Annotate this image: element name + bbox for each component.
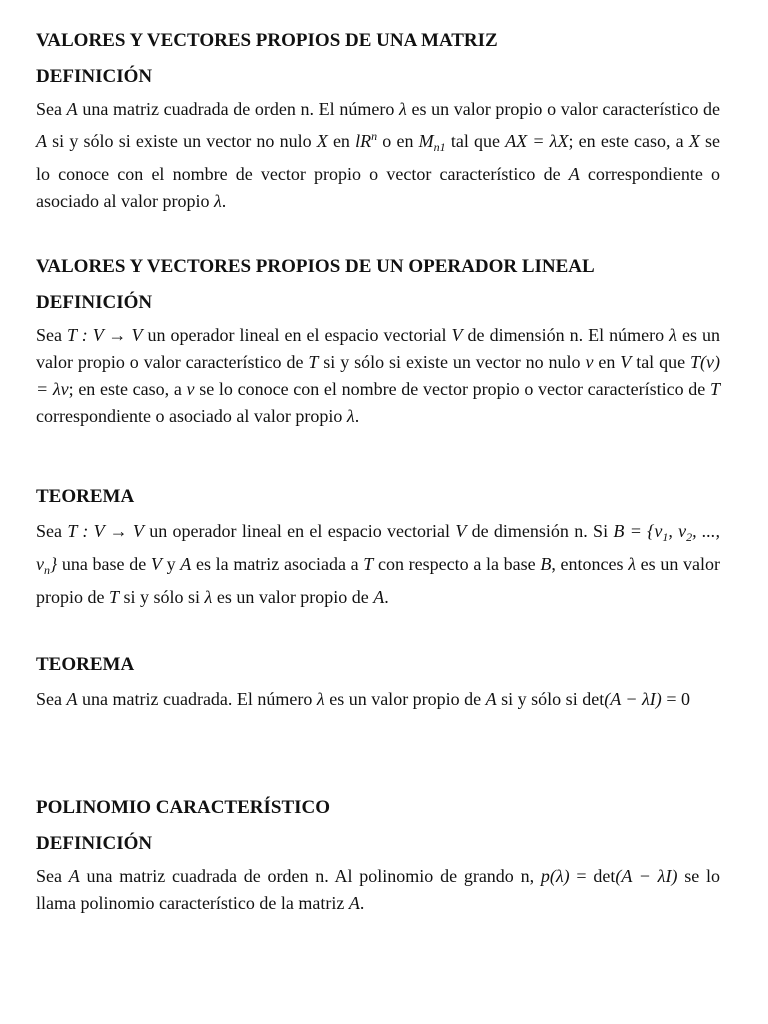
text-run: es un valor propio de <box>324 689 486 709</box>
text-run: con respecto a la base <box>373 554 541 574</box>
math-expression: v <box>186 379 195 399</box>
math-expression: A <box>180 554 192 574</box>
text-run: correspondiente o asociado al valor propio <box>36 164 720 211</box>
text-run: = det <box>569 866 616 886</box>
math-expression: T : V → V <box>67 521 144 541</box>
text-run: . <box>384 587 389 607</box>
text-run: det <box>582 689 605 709</box>
math-expression: B = {v <box>613 521 663 541</box>
math-expression: V <box>150 554 162 574</box>
text-run: de dimensión n. El número <box>462 325 670 345</box>
text-run: un operador lineal en el espacio vectorial <box>142 325 452 345</box>
text-run: = 0 <box>661 689 690 709</box>
text-run: correspondiente o asociado al valor propio <box>36 406 347 426</box>
definition-paragraph <box>36 863 720 917</box>
math-expression: T(v) = λv <box>36 352 720 399</box>
text-run: es la matriz asociada a <box>191 554 364 574</box>
text-run: una matriz cuadrada. El número <box>77 689 317 709</box>
math-expression: λ <box>669 325 677 345</box>
section-theorem-2 <box>36 652 720 713</box>
text-run: es un valor propio de <box>36 554 721 607</box>
definition-paragraph <box>36 96 720 215</box>
section-eigen-operator <box>36 254 720 430</box>
text-run: se lo conoce con el nombre de vector propio o vector característico de <box>36 131 721 184</box>
math-subscript: n1 <box>433 140 446 154</box>
text-run: tal que <box>445 131 506 151</box>
text-run: se lo conoce con el nombre de vector propio o vector característico de <box>194 379 710 399</box>
math-expression: A <box>373 587 385 607</box>
math-expression: A <box>568 164 580 184</box>
math-expression: T <box>308 352 319 372</box>
theorem-paragraph <box>36 518 720 611</box>
math-expression: λ <box>213 191 222 211</box>
math-expression: A <box>66 689 78 709</box>
text-run: Sea <box>36 99 67 119</box>
section-subtitle: DEFINICIÓN <box>36 833 153 854</box>
text-run: es un valor propio de <box>212 587 374 607</box>
section-subtitle: DEFINICIÓN <box>36 292 153 313</box>
math-expression: λ <box>316 689 325 709</box>
text-run: si y sólo si existe un vector no nulo <box>47 131 317 151</box>
math-expression: λ <box>204 587 213 607</box>
math-expression: A <box>66 99 78 119</box>
math-expression: AX = λX <box>505 131 569 151</box>
text-run: ; en este caso, a <box>568 131 689 151</box>
math-subscript: 2 <box>686 530 693 544</box>
math-expression: T : V → V <box>67 325 143 345</box>
theorem-paragraph <box>36 686 720 713</box>
math-expression: A <box>36 131 47 151</box>
math-expression: (A − λI) <box>615 866 678 886</box>
text-run: se lo llama polinomio característico de la matriz <box>36 866 720 913</box>
math-expression: M <box>418 131 434 151</box>
text-run: en <box>327 131 356 151</box>
math-expression: p(λ) <box>540 866 570 886</box>
math-expression: B <box>540 554 552 574</box>
section-title: VALORES Y VECTORES PROPIOS DE UN OPERADOR LINEAL <box>36 256 595 277</box>
section-subtitle: DEFINICIÓN <box>36 66 153 87</box>
math-expression: } <box>50 554 58 574</box>
text-run: Sea <box>36 521 68 541</box>
math-expression: T <box>709 379 720 399</box>
text-run: . <box>221 191 227 211</box>
math-expression: v <box>585 352 594 372</box>
math-subscript: n <box>44 563 50 577</box>
math-expression: lR <box>355 131 372 151</box>
text-run: un operador lineal en el espacio vectorial <box>143 521 456 541</box>
math-expression: V <box>451 325 463 345</box>
text-run: una base de <box>57 554 151 574</box>
math-expression: , v <box>668 521 687 541</box>
text-run: una matriz cuadrada de orden n. Al polinomio de grando n, <box>79 866 541 886</box>
math-superscript: n <box>371 129 378 143</box>
text-run: y <box>161 554 181 574</box>
math-expression: A <box>348 893 360 913</box>
section-title: VALORES Y VECTORES PROPIOS DE UNA MATRIZ <box>36 30 498 51</box>
text-run: . <box>359 893 365 913</box>
section-theorem-1 <box>36 484 720 611</box>
math-expression: V <box>620 352 632 372</box>
math-expression: , ..., v <box>36 521 720 574</box>
text-run: , entonces <box>551 554 629 574</box>
math-expression: λ <box>399 99 407 119</box>
text-run: una matriz cuadrada de orden n. El número <box>77 99 399 119</box>
section-characteristic-polynomial <box>36 795 720 917</box>
text-run: si y sólo si <box>119 587 205 607</box>
text-run: Sea <box>36 325 68 345</box>
section-title: TEOREMA <box>36 486 135 507</box>
math-expression: λ <box>346 406 355 426</box>
math-expression: T <box>108 587 119 607</box>
text-run: Sea <box>36 689 67 709</box>
text-run: Sea <box>36 866 69 886</box>
text-run: es un valor propio o valor característico de <box>36 325 720 372</box>
text-run: es un valor propio o valor característico de <box>406 99 720 119</box>
section-title: TEOREMA <box>36 654 135 675</box>
math-expression: (A − λI) <box>604 689 662 709</box>
text-run: de dimensión n. Si <box>466 521 614 541</box>
math-expression: A <box>485 689 497 709</box>
section-title: POLINOMIO CARACTERÍSTICO <box>36 797 331 818</box>
math-expression: T <box>363 554 374 574</box>
math-expression: V <box>455 521 467 541</box>
math-subscript: 1 <box>662 530 669 544</box>
math-expression: λ <box>628 554 636 574</box>
text-run: ; en este caso, a <box>68 379 187 399</box>
text-run: en <box>593 352 621 372</box>
text-run: si y sólo si <box>496 689 583 709</box>
math-expression: X <box>316 131 328 151</box>
text-run: o en <box>377 131 419 151</box>
section-eigen-matrix <box>36 28 720 215</box>
math-expression: X <box>688 131 700 151</box>
text-run: . <box>354 406 360 426</box>
text-run: si y sólo si existe un vector no nulo <box>318 352 586 372</box>
text-run: tal que <box>631 352 690 372</box>
math-expression: A <box>68 866 80 886</box>
definition-paragraph <box>36 322 720 430</box>
